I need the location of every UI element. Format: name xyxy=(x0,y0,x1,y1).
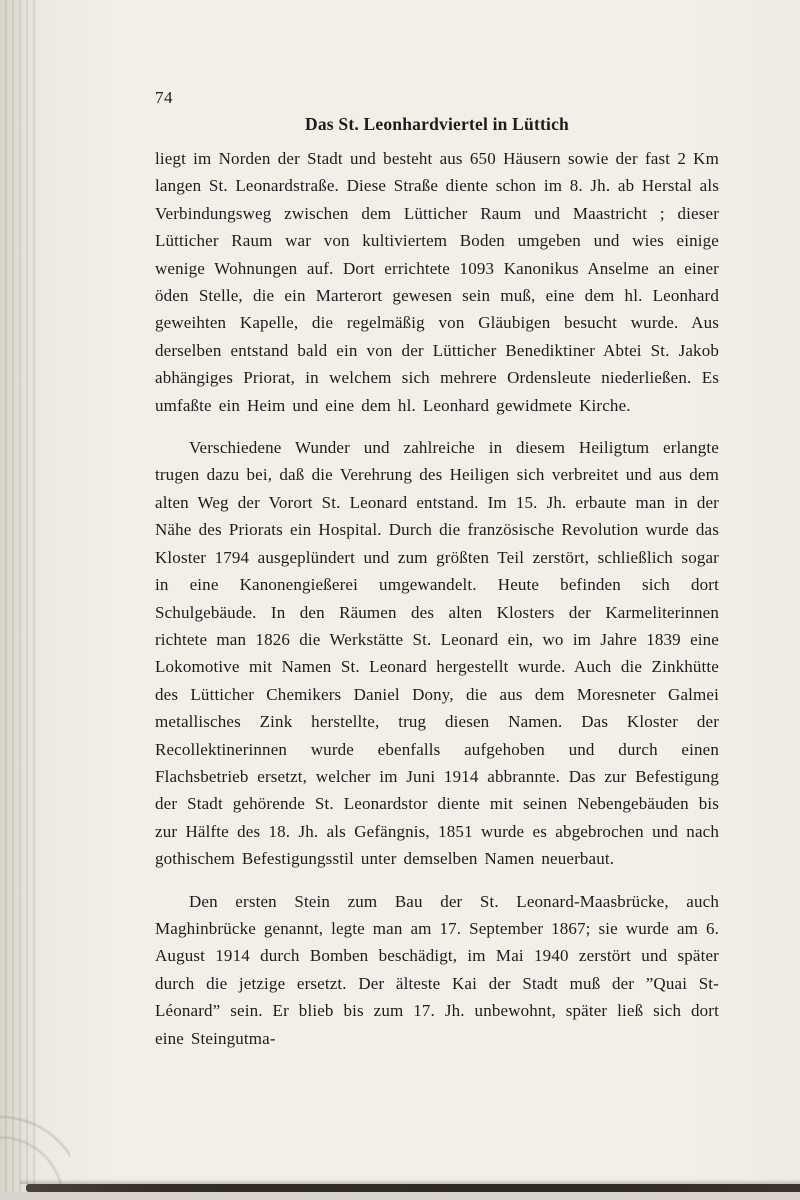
book-page-stack-edges xyxy=(0,0,40,1200)
page-break-line xyxy=(26,1184,800,1192)
paragraph-3: Den ersten Stein zum Bau der St. Leonard-Maasbrücke, auch Maghinbrücke genannt, legte man am 17. September 1867; sie wurde am 6. August 1914 durch Bomben beschädigt, im Mai 1940 zerstört und später durch die jetzige ersetzt. Der älteste Kai der Stadt muß der ”Quai St-Léonard” sein. Er blieb bis zum 17. Jh. unbewohnt, später ließ sich dort eine Steingutma- xyxy=(155,891,719,1048)
paragraph-1: liegt im Norden der Stadt und besteht aus 650 Häusern sowie der fast 2 Km langen St. Leonardstraße. Diese Straße diente schon im 8. Jh. ab Herstal als Verbindungsweg zwischen dem Lütticher Raum und Maastricht ; dieser Lütticher Raum war von kultiviertem Boden umgeben und wies einige wenige Wohnungen auf. Dort errichtete 1093 Kanonikus Anselme an einer öden Stelle, die ein Marterort gewesen sein muß, eine dem hl. Leonhard geweihten Kapelle, die regelmäßig von Gläubigen besucht wurde. Aus derselben entstand bald ein von der Lütticher Benediktiner Abtei St. Jakob abhängiges Priorat, in welchem sich mehrere Ordensleute niederließen. Es umfaßte ein Heim und eine dem hl. Leonhard gewidmete Kirche. xyxy=(155,149,719,415)
paragraph-2: Verschiedene Wunder und zahlreiche in diesem Heiligtum erlangte trugen dazu bei, daß die Verehrung des Heiligen sich verbreitet und aus dem alten Weg der Vorort St. Leonard entstand. Im 15. Jh. erbaute man in der Nähe des Priorats ein Hospital. Durch die französische Revolution wurde das Kloster 1794 ausgeplündert und zum größten Teil zerstört, schließlich sogar in eine Kanonengießerei umgewandelt. Heute befinden sich dort Schulgebäude. In den Räumen des alten Klosters der Karmeliterinnen richtete man 1826 die Werkstätte St. Leonard ein, wo im Jahre 1839 eine Lokomotive mit Namen St. Leonard hergestellt wurde. Auch die Zinkhütte des Lütticher Chemikers Daniel Dony, die aus dem Moresneter Galmei metallisches Zink herstellte, trug diesen Namen. Das Kloster der Recollektinerinnen wurde ebenfalls aufgehoben und durch einen Flachsbetrieb ersetzt, welcher im Juni 1914 abbrannte. Das zur Befestigung der Stadt gehörende St. Leonardstor diente mit seinen Nebengebäuden bis zur Hälfte des 18. Jh. als Gefängnis, 1851 wurde es abgebrochen und nach gothischem Befestigungsstil unter demselben Namen neuerbaut. xyxy=(155,438,719,869)
scan-bottom-edge xyxy=(0,1192,800,1200)
page-number: 74 xyxy=(155,88,173,107)
page-title: Das St. Leonhardviertel in Lüttich xyxy=(305,114,569,134)
page-text-block xyxy=(155,0,719,1067)
